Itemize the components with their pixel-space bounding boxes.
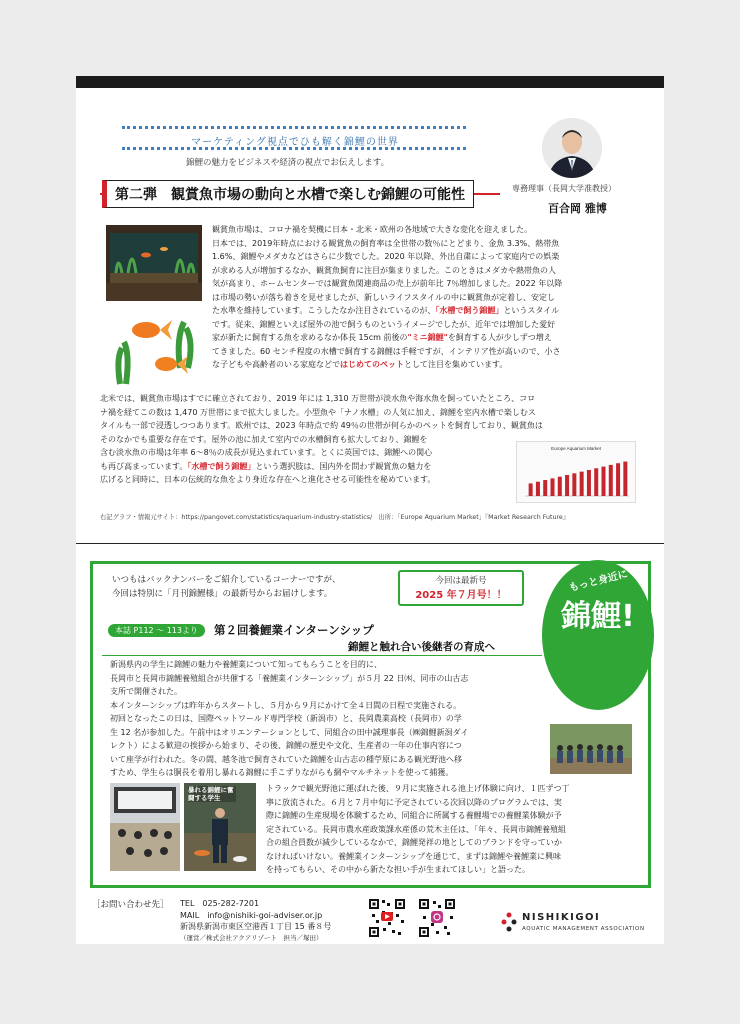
body-line: 支所で開催された。 [110, 687, 182, 696]
classroom-photo [110, 783, 180, 871]
logo-subtitle: AQUATIC MANAGEMENT ASSOCIATION [522, 926, 645, 932]
p2-line: 北米では、観賞魚市場はすでに確立されており、2019 年には 1,310 万世帯が淡水魚や海水魚を飼っていたところ、コロ [100, 394, 536, 403]
badge-big-text: 錦鯉! [561, 599, 635, 634]
p2-line: 広げると同時に、日本の伝統的な魚をより身近な存在へと進化させる可能性を秘めています。 [100, 475, 436, 484]
contact-label: ［お問い合わせ先］ [92, 900, 169, 910]
backnumber-intro [112, 574, 412, 601]
group-photo-icon [550, 724, 632, 774]
goldfish-image [106, 308, 202, 386]
chart-bar-12 [609, 465, 613, 496]
p1-line: です。従来、錦鯉といえば屋外の池で飼うものというイメージでしたが、近年では増加した愛好 [212, 319, 556, 329]
contact-block [180, 898, 380, 944]
group-photo [550, 724, 632, 774]
kicker-dots-bottom [122, 147, 466, 150]
aquarium-icon [106, 225, 202, 301]
internship-body-2 [266, 782, 638, 877]
body-line: レクト）による歓迎の挨拶から始まり、その後、錦鯉の歴史や文化、生産者の一年の仕事内容につ [110, 741, 462, 750]
body-line: すため、学生らは胴長を着用し暴れる錦鯉に手こずりながらも網やマルチネットを使って捕獲。 [110, 768, 454, 777]
market-chart [516, 441, 636, 503]
contact-operator: （運営／株式会社アクアリゾート 担当／塚田） [180, 933, 323, 942]
p1-line: 日本では、2019年時点における観賞魚の飼育率は全世帯の数％にとどまり、金魚 3.3%、熱帯魚 [212, 238, 560, 248]
highlight-first-pet: はじめてのペット [340, 360, 404, 369]
body-line: 合の組合員数が減少しているなかで、錦鯉発祥の地としてのブランドを守っていか [266, 838, 562, 847]
p1-line: 家が新たに飼育する魚を求めるなか体長 15cm 前後の"ミニ錦鯉"を飼育する人が少しずつ増え [212, 333, 552, 342]
latest-issue: 2025 年７月号！！ [415, 590, 507, 601]
author-portrait [542, 118, 602, 178]
chart-bar-5 [558, 477, 562, 496]
chart-bars [529, 462, 628, 496]
chart-bar-7 [572, 473, 576, 496]
chart-bar-14 [623, 462, 627, 496]
chart-bar-2 [536, 482, 540, 496]
p1-line: な子どもや高齢者のいる家庭などではじめてのペットとして注目を集めています。 [212, 360, 508, 369]
latest-issue-bubble [398, 570, 524, 606]
p1-line: 1.6%、錦鯉やメダカなどはさらに少数でした。2020 年以降、外出自粛によって家庭内での娯楽 [212, 252, 560, 261]
logo-name: NISHIKIGOI [522, 912, 601, 923]
association-logo [500, 910, 660, 940]
highlight-tank-koi-2: 「水槽で飼う錦鯉」 [187, 461, 256, 471]
chart-bar-4 [551, 478, 555, 496]
p2-line: ナ禍を経てこの数は 1,470 万世帯にまで拡大しました。小型魚や「ナノ水槽」の人気に加え、錦鯉を室内水槽で楽しむス [100, 407, 536, 417]
contact-mail: MAIL info@nishiki-goi-adviser.or.jp [180, 910, 323, 920]
classroom-photo-icon [110, 783, 180, 871]
latest-label: 今回は最新号 [435, 576, 487, 586]
contact-tel: TEL 025-282-7201 [180, 899, 260, 908]
body-line: 寧に放流された。６月と７月中旬に予定されている次回以降のプログラムでは、実 [266, 797, 562, 807]
body-line: 初回となったこの日は、国際ペットワールド専門学校（新潟市）と、長岡農業高校（長岡市）の学 [110, 714, 462, 723]
intro-line: 今回は特別に「月刊錦鯉様」の最新号からお届けします。 [112, 588, 333, 599]
kicker-dots-top [122, 126, 466, 129]
highlight-mini-koi: "ミニ錦鯉" [407, 333, 448, 342]
body-line: 新潟県内の学生に錦鯉の魅力や養鯉業について知ってもらうことを目的に、 [110, 660, 382, 669]
badge-small-text: もっと身近に [568, 568, 629, 595]
newsletter-page [76, 76, 664, 944]
body-line: 長岡市と長岡市錦鯉養殖組合が共催する「養鯉業インターンシップ」が５月 22 日㈭、同市の山古志 [110, 673, 469, 683]
logo-dots-icon [500, 912, 518, 934]
chart-bar-1 [529, 483, 533, 496]
magazine-page-ref: 本誌 P112 ～ 113より [108, 624, 205, 637]
chart-bar-13 [616, 463, 620, 496]
chart-title: Europe Aquarium Market [551, 446, 601, 451]
p1-line: が求める人が増加するなか、観賞魚飼育に注目が集まりました。このときはメダカや熱帯魚の人 [212, 265, 556, 275]
p1-line: 気が高まり、ホームセンターでは観賞魚関連商品の売上が前年比 7％増加しました。2022 年以降 [212, 279, 563, 288]
chart-bar-8 [580, 472, 584, 496]
chart-bar-3 [543, 480, 547, 496]
chart-bar-10 [594, 468, 598, 496]
p2-line: そのなかでも重要な存在です。屋外の池に加えて室内での水槽飼育も拡大しており、錦鯉を [100, 434, 428, 444]
author-name: 百合岡 雅博 [548, 202, 607, 215]
source-note: 右記グラフ・情報元サイト：https://pangovet.com/statistics/aquarium-industry-statistics/ 出所：「Europe Aquarium Market」『Market Research Future』 [100, 514, 570, 521]
body-line: 際に錦鯉の生産現場を体験するため、同組合に所属する養鯉場での養鯉業体験が予 [266, 811, 562, 820]
p2-line: も再び高まっています。「水槽で飼う錦鯉」という選択肢は、国内外を問わず観賞魚の魅力を [100, 461, 432, 471]
contact-address: 新潟県新潟市東区空港西１丁目 15 番８号 [180, 922, 332, 931]
article-title: 第二弾 観賞魚市場の動向と水槽で楽しむ錦鯉の可能性 [102, 180, 474, 208]
body-line: を持ってもらい、その中から新たな担い手が生まれてほしい」と語った。 [266, 865, 530, 874]
body-line: 生 12 名が参加した。午前中はオリエンテーションとして、同組合の田中誠理事長（㈱錦鯉新潟ダイ [110, 727, 469, 737]
p2-line: 含む淡水魚の市場は年率 6～8％の成長が見込まれています。とくに英国では、錦鯉への関心 [100, 448, 433, 457]
intro-line: いつもはバックナンバーをご紹介しているコーナーですが、 [112, 575, 341, 585]
goldfish-icon [106, 308, 202, 386]
qr-code-icon [418, 898, 456, 938]
p1-line: 観賞魚市場は、コロナ禍を契機に日本・北米・欧州の各地域で大きな変化を迎えました。 [212, 225, 532, 234]
series-kicker: マーケティング視点でひも解く錦鯉の世界 [191, 137, 399, 148]
top-bar [76, 76, 664, 88]
chart-bar-9 [587, 470, 591, 496]
catching-koi-photo [184, 783, 256, 871]
p1-line: てきました。60 センチ程度の水槽で飼育する錦鯉は手軽ですが、インテリア性が高いので、小さ [212, 346, 561, 356]
internship-heading: 第２回養鯉業インターンシップ [214, 623, 374, 637]
body-line: なければいけない。養鯉業インターンシップを通じて、まずは錦鯉や養鯉業に興味 [266, 851, 561, 861]
instagram-qr[interactable] [418, 898, 456, 938]
article-paragraph-1 [212, 223, 640, 372]
body-line: いて座学が行われた。冬の間、越冬池で飼育されていた錦鯉を山古志の種苧原にある観光野池へ移 [110, 754, 462, 764]
author-photo-icon [542, 118, 602, 178]
chart-bar-11 [602, 467, 606, 496]
internship-subheading: 錦鯉と触れ合い後継者の育成へ [348, 641, 495, 653]
photo-caption: 暴れる錦鯉に奮闘する学生 [188, 786, 236, 802]
qr-code-icon [368, 898, 406, 938]
author-role: 専務理事（長岡大学准教授） [512, 184, 616, 193]
market-chart-svg [517, 442, 635, 502]
section-divider [76, 543, 664, 544]
aquarium-image [106, 225, 202, 301]
body-line: 本インターンシップは昨年からスタートし、５月から９月にかけて全４日間の日程で実施される。 [110, 700, 462, 710]
body-line: トラックで観光野池に運ばれた後、９月に実施される池上げ体験に向け、１匹ずつ丁 [266, 784, 570, 793]
p1-line: は市場の勢いが落ち着きを見せましたが、新しいライフスタイルの中に観賞魚が定着し、安定し [212, 292, 556, 302]
heading-rule [102, 655, 542, 656]
highlight-tank-koi: 「水槽で飼う錦鯉」 [435, 306, 504, 315]
p1-line: た水準を維持しています。こうしたなか注目されているのが、「水槽で飼う錦鯉」というスタイル [212, 306, 560, 315]
youtube-qr[interactable] [368, 898, 406, 938]
chart-bar-6 [565, 475, 569, 496]
series-subtitle: 錦鯉の魅力をビジネスや経済の視点でお伝えします。 [186, 158, 390, 168]
p2-line: タイルも一部で浸透しつつあります。欧州では、2023 年時点で約 49％の世帯が何らかのペットを飼育しており、観賞魚は [100, 421, 543, 430]
body-line: 定されている。長岡市農水産政策課水産係の荒木主任は、「年々、長岡市錦鯉養殖組 [266, 824, 566, 834]
